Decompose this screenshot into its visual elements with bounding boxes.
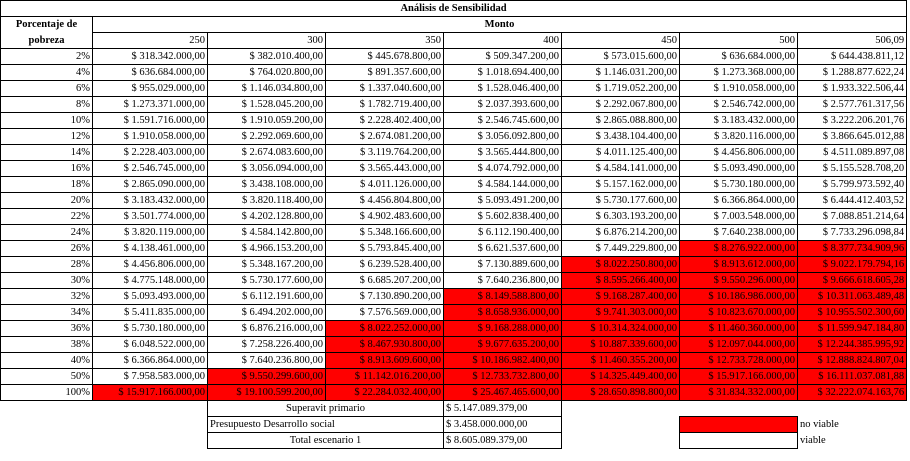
value-cell-viable: $ 3.056.092.800,00: [444, 129, 562, 145]
poverty-percentage-cell: 50%: [1, 369, 93, 385]
table-row: [1, 257, 907, 273]
table-row: [1, 209, 907, 225]
value-cell-viable: $ 1.337.040.600,00: [326, 81, 444, 97]
value-cell-viable: $ 573.015.600,00: [562, 49, 680, 65]
poverty-percentage-cell: 22%: [1, 209, 93, 225]
value-cell-viable: $ 644.438.811,12: [798, 49, 907, 65]
legend-no-viable-label: no viable: [800, 419, 839, 430]
value-cell-viable: $ 3.438.108.000,00: [208, 177, 326, 193]
value-cell-viable: $ 4.074.792.000,00: [444, 161, 562, 177]
summary-row: [1, 401, 907, 417]
spacer: [1, 401, 93, 417]
spacer: [93, 417, 208, 433]
value-cell-viable: $ 2.037.393.600,00: [444, 97, 562, 113]
value-cell-no-viable: $ 8.149.588.800,00: [444, 289, 562, 305]
value-cell-no-viable: $ 10.186.986.000,00: [680, 289, 798, 305]
value-cell-viable: $ 4.138.461.000,00: [93, 241, 208, 257]
value-cell-viable: $ 5.093.490.000,00: [680, 161, 798, 177]
value-cell-viable: $ 636.684.000,00: [680, 49, 798, 65]
value-cell-viable: $ 1.910.059.200,00: [208, 113, 326, 129]
legend-viable-label: viable: [800, 435, 826, 446]
poverty-percentage-cell: 40%: [1, 353, 93, 369]
value-cell-no-viable: $ 25.467.465.600,00: [444, 385, 562, 401]
value-cell-viable: $ 5.793.845.400,00: [326, 241, 444, 257]
value-cell-viable: $ 5.155.528.708,20: [798, 161, 907, 177]
poverty-percentage-cell: 14%: [1, 145, 93, 161]
table-row: [1, 337, 907, 353]
value-cell-viable: $ 6.048.522.000,00: [93, 337, 208, 353]
table-row: [1, 177, 907, 193]
value-cell-viable: $ 7.449.229.800,00: [562, 241, 680, 257]
spacer: [680, 401, 798, 417]
row-label-line1: Porcentaje de: [1, 17, 93, 33]
poverty-percentage-cell: 12%: [1, 129, 93, 145]
table-row: [1, 145, 907, 161]
table-row: [1, 385, 907, 401]
spacer: [93, 433, 208, 449]
value-cell-no-viable: $ 9.550.296.000,00: [680, 273, 798, 289]
value-cell-viable: $ 3.820.116.000,00: [680, 129, 798, 145]
monto-header-cell: 350: [326, 33, 444, 49]
value-cell-viable: $ 4.966.153.200,00: [208, 241, 326, 257]
value-cell-viable: $ 6.876.214.200,00: [562, 225, 680, 241]
monto-header-cell: 506,09: [798, 33, 907, 49]
value-cell-no-viable: $ 10.887.339.600,00: [562, 337, 680, 353]
table-title: Análisis de Sensibilidad: [1, 1, 907, 17]
value-cell-no-viable: $ 8.022.252.000,00: [326, 321, 444, 337]
value-cell-viable: $ 509.347.200,00: [444, 49, 562, 65]
spacer: [93, 401, 208, 417]
value-cell-viable: $ 4.456.806.000,00: [680, 145, 798, 161]
value-cell-viable: $ 1.273.371.000,00: [93, 97, 208, 113]
value-cell-no-viable: $ 16.111.037.081,88: [798, 369, 907, 385]
value-cell-viable: $ 1.018.694.400,00: [444, 65, 562, 81]
value-cell-no-viable: $ 10.314.324.000,00: [562, 321, 680, 337]
value-cell-viable: $ 2.292.067.800,00: [562, 97, 680, 113]
value-cell-viable: $ 5.348.167.200,00: [208, 257, 326, 273]
table-row: [1, 321, 907, 337]
value-cell-viable: $ 6.366.864.000,00: [93, 353, 208, 369]
value-cell-no-viable: $ 14.325.449.400,00: [562, 369, 680, 385]
value-cell-viable: $ 3.183.432.000,00: [680, 113, 798, 129]
value-cell-viable: $ 4.775.148.000,00: [93, 273, 208, 289]
row-label-line2: pobreza: [1, 33, 93, 49]
monto-header-cell: 500: [680, 33, 798, 49]
value-cell-no-viable: $ 12.097.044.000,00: [680, 337, 798, 353]
poverty-percentage-cell: 38%: [1, 337, 93, 353]
value-cell-viable: $ 7.733.296.098,84: [798, 225, 907, 241]
table-row: [1, 193, 907, 209]
value-cell-viable: $ 955.029.000,00: [93, 81, 208, 97]
value-cell-viable: $ 6.239.528.400,00: [326, 257, 444, 273]
spacer: [798, 401, 907, 417]
value-cell-viable: $ 7.130.889.600,00: [444, 257, 562, 273]
value-cell-viable: $ 318.342.000,00: [93, 49, 208, 65]
value-cell-viable: $ 3.820.118.400,00: [208, 193, 326, 209]
value-cell-viable: $ 382.010.400,00: [208, 49, 326, 65]
value-cell-no-viable: $ 9.741.303.000,00: [562, 305, 680, 321]
value-cell-viable: $ 4.511.089.897,08: [798, 145, 907, 161]
value-cell-viable: $ 445.678.800,00: [326, 49, 444, 65]
value-cell-viable: $ 7.576.569.000,00: [326, 305, 444, 321]
table-row: [1, 81, 907, 97]
value-cell-viable: $ 1.146.034.800,00: [208, 81, 326, 97]
value-cell-viable: $ 636.684.000,00: [93, 65, 208, 81]
value-cell-viable: $ 2.577.761.317,56: [798, 97, 907, 113]
value-cell-viable: $ 4.584.142.800,00: [208, 225, 326, 241]
poverty-percentage-cell: 4%: [1, 65, 93, 81]
table-row: [1, 289, 907, 305]
value-cell-viable: $ 3.119.764.200,00: [326, 145, 444, 161]
value-cell-viable: $ 1.782.719.400,00: [326, 97, 444, 113]
value-cell-viable: $ 1.910.058.000,00: [680, 81, 798, 97]
value-cell-no-viable: $ 12.733.732.800,00: [444, 369, 562, 385]
value-cell-viable: $ 5.093.491.200,00: [444, 193, 562, 209]
poverty-percentage-cell: 36%: [1, 321, 93, 337]
value-cell-viable: $ 2.546.745.000,00: [93, 161, 208, 177]
table-row: [1, 113, 907, 129]
value-cell-no-viable: $ 12.244.385.995,92: [798, 337, 907, 353]
table-row: [1, 161, 907, 177]
value-cell-viable: $ 3.222.206.201,76: [798, 113, 907, 129]
spacer: [562, 433, 680, 449]
value-cell-no-viable: $ 9.022.179.794,16: [798, 257, 907, 273]
value-cell-viable: $ 3.820.119.000,00: [93, 225, 208, 241]
value-cell-no-viable: $ 9.666.618.605,28: [798, 273, 907, 289]
value-cell-no-viable: $ 19.100.599.200,00: [208, 385, 326, 401]
value-cell-viable: $ 3.565.443.000,00: [326, 161, 444, 177]
value-cell-no-viable: $ 10.186.982.400,00: [444, 353, 562, 369]
value-cell-viable: $ 7.088.851.214,64: [798, 209, 907, 225]
value-cell-viable: $ 5.799.973.592,40: [798, 177, 907, 193]
value-cell-no-viable: $ 11.460.355.200,00: [562, 353, 680, 369]
value-cell-viable: $ 5.093.493.000,00: [93, 289, 208, 305]
superavit-value: $ 5.147.089.379,00: [444, 401, 562, 417]
value-cell-no-viable: $ 9.677.635.200,00: [444, 337, 562, 353]
value-cell-no-viable: $ 9.168.287.400,00: [562, 289, 680, 305]
table-row: [1, 369, 907, 385]
value-cell-viable: $ 6.876.216.000,00: [208, 321, 326, 337]
monto-header-cell: 400: [444, 33, 562, 49]
spacer: [1, 417, 93, 433]
value-cell-viable: $ 5.730.180.000,00: [680, 177, 798, 193]
value-cell-no-viable: $ 15.917.166.000,00: [680, 369, 798, 385]
value-cell-viable: $ 2.546.745.600,00: [444, 113, 562, 129]
value-cell-viable: $ 1.288.877.622,24: [798, 65, 907, 81]
table-row: [1, 225, 907, 241]
poverty-percentage-cell: 16%: [1, 161, 93, 177]
value-cell-viable: $ 2.674.083.600,00: [208, 145, 326, 161]
value-cell-no-viable: $ 22.284.032.400,00: [326, 385, 444, 401]
poverty-percentage-cell: 32%: [1, 289, 93, 305]
value-cell-no-viable: $ 32.222.074.163,76: [798, 385, 907, 401]
value-cell-viable: $ 6.112.191.600,00: [208, 289, 326, 305]
value-cell-viable: $ 7.640.236.800,00: [208, 353, 326, 369]
poverty-percentage-cell: 10%: [1, 113, 93, 129]
value-cell-viable: $ 7.258.226.400,00: [208, 337, 326, 353]
value-cell-viable: $ 891.357.600,00: [326, 65, 444, 81]
value-cell-viable: $ 6.444.412.403,52: [798, 193, 907, 209]
value-cell-viable: $ 5.730.180.000,00: [93, 321, 208, 337]
value-cell-no-viable: $ 9.550.299.600,00: [208, 369, 326, 385]
value-cell-viable: $ 4.584.144.000,00: [444, 177, 562, 193]
value-cell-viable: $ 2.228.403.000,00: [93, 145, 208, 161]
value-cell-viable: $ 4.202.128.800,00: [208, 209, 326, 225]
total-label: Total escenario 1: [208, 433, 444, 449]
value-cell-no-viable: $ 8.022.250.800,00: [562, 257, 680, 273]
table-row: [1, 65, 907, 81]
value-cell-viable: $ 6.685.207.200,00: [326, 273, 444, 289]
value-cell-viable: $ 5.730.177.600,00: [208, 273, 326, 289]
value-cell-no-viable: $ 31.834.332.000,00: [680, 385, 798, 401]
value-cell-viable: $ 1.933.322.506,44: [798, 81, 907, 97]
value-cell-viable: $ 3.438.104.400,00: [562, 129, 680, 145]
table-row: [1, 273, 907, 289]
table-row: [1, 97, 907, 113]
value-cell-viable: $ 1.910.058.000,00: [93, 129, 208, 145]
value-cell-viable: $ 2.546.742.000,00: [680, 97, 798, 113]
value-cell-viable: $ 7.003.548.000,00: [680, 209, 798, 225]
value-cell-no-viable: $ 8.467.930.800,00: [326, 337, 444, 353]
value-cell-no-viable: $ 8.595.266.400,00: [562, 273, 680, 289]
value-cell-viable: $ 6.303.193.200,00: [562, 209, 680, 225]
value-cell-viable: $ 2.865.088.800,00: [562, 113, 680, 129]
monto-header-cell: 250: [93, 33, 208, 49]
value-cell-no-viable: $ 10.823.670.000,00: [680, 305, 798, 321]
value-cell-viable: $ 3.183.432.000,00: [93, 193, 208, 209]
table-row: [1, 353, 907, 369]
value-cell-viable: $ 5.411.835.000,00: [93, 305, 208, 321]
value-cell-no-viable: $ 8.377.734.909,96: [798, 241, 907, 257]
legend-no-viable-swatch: [680, 417, 798, 433]
value-cell-viable: $ 1.591.716.000,00: [93, 113, 208, 129]
value-cell-viable: $ 4.011.125.400,00: [562, 145, 680, 161]
monto-header-cell: 300: [208, 33, 326, 49]
value-cell-viable: $ 5.730.177.600,00: [562, 193, 680, 209]
value-cell-no-viable: $ 9.168.288.000,00: [444, 321, 562, 337]
value-cell-viable: $ 764.020.800,00: [208, 65, 326, 81]
poverty-percentage-cell: 30%: [1, 273, 93, 289]
summary-row: [1, 417, 907, 433]
value-cell-viable: $ 7.958.583.000,00: [93, 369, 208, 385]
value-cell-viable: $ 4.456.804.800,00: [326, 193, 444, 209]
value-cell-viable: $ 3.866.645.012,88: [798, 129, 907, 145]
value-cell-viable: $ 4.902.483.600,00: [326, 209, 444, 225]
value-cell-viable: $ 4.011.126.000,00: [326, 177, 444, 193]
value-cell-no-viable: $ 8.658.936.000,00: [444, 305, 562, 321]
poverty-percentage-cell: 8%: [1, 97, 93, 113]
value-cell-viable: $ 7.130.890.200,00: [326, 289, 444, 305]
poverty-percentage-cell: 100%: [1, 385, 93, 401]
poverty-percentage-cell: 2%: [1, 49, 93, 65]
monto-header-cell: 450: [562, 33, 680, 49]
table-row: [1, 129, 907, 145]
poverty-percentage-cell: 34%: [1, 305, 93, 321]
value-cell-viable: $ 6.366.864.000,00: [680, 193, 798, 209]
value-cell-viable: $ 3.056.094.000,00: [208, 161, 326, 177]
value-cell-no-viable: $ 11.460.360.000,00: [680, 321, 798, 337]
value-cell-no-viable: $ 12.888.824.807,04: [798, 353, 907, 369]
value-cell-viable: $ 1.273.368.000,00: [680, 65, 798, 81]
table-row: [1, 241, 907, 257]
value-cell-no-viable: $ 10.955.502.300,60: [798, 305, 907, 321]
value-cell-viable: $ 2.292.069.600,00: [208, 129, 326, 145]
value-cell-viable: $ 2.674.081.200,00: [326, 129, 444, 145]
value-cell-viable: $ 6.494.202.000,00: [208, 305, 326, 321]
value-cell-viable: $ 1.528.046.400,00: [444, 81, 562, 97]
presupuesto-label: Presupuesto Desarrollo social: [208, 417, 444, 433]
spacer: [1, 433, 93, 449]
value-cell-no-viable: $ 10.311.063.489,48: [798, 289, 907, 305]
table-row: [1, 305, 907, 321]
value-cell-viable: $ 6.112.190.400,00: [444, 225, 562, 241]
value-cell-no-viable: $ 11.142.016.200,00: [326, 369, 444, 385]
table-row: [1, 49, 907, 65]
value-cell-viable: $ 7.640.236.800,00: [444, 273, 562, 289]
value-cell-viable: $ 3.565.444.800,00: [444, 145, 562, 161]
total-value: $ 8.605.089.379,00: [444, 433, 562, 449]
superavit-label: Superavit primario: [208, 401, 444, 417]
poverty-percentage-cell: 24%: [1, 225, 93, 241]
value-cell-viable: $ 1.146.031.200,00: [562, 65, 680, 81]
monto-header: Monto: [93, 17, 907, 33]
value-cell-viable: $ 5.348.166.600,00: [326, 225, 444, 241]
value-cell-viable: $ 7.640.238.000,00: [680, 225, 798, 241]
summary-row: [1, 433, 907, 449]
legend-viable-swatch: [680, 433, 798, 449]
value-cell-viable: $ 1.719.052.200,00: [562, 81, 680, 97]
poverty-percentage-cell: 18%: [1, 177, 93, 193]
value-cell-viable: $ 2.865.090.000,00: [93, 177, 208, 193]
poverty-percentage-cell: 20%: [1, 193, 93, 209]
presupuesto-value: $ 3.458.000.000,00: [444, 417, 562, 433]
value-cell-viable: $ 4.584.141.000,00: [562, 161, 680, 177]
spacer: [562, 401, 680, 417]
value-cell-viable: $ 6.621.537.600,00: [444, 241, 562, 257]
poverty-percentage-cell: 26%: [1, 241, 93, 257]
value-cell-viable: $ 5.157.162.000,00: [562, 177, 680, 193]
value-cell-viable: $ 1.528.045.200,00: [208, 97, 326, 113]
value-cell-viable: $ 2.228.402.400,00: [326, 113, 444, 129]
value-cell-viable: $ 3.501.774.000,00: [93, 209, 208, 225]
value-cell-no-viable: $ 11.599.947.184,80: [798, 321, 907, 337]
value-cell-no-viable: $ 8.276.922.000,00: [680, 241, 798, 257]
poverty-percentage-cell: 6%: [1, 81, 93, 97]
value-cell-no-viable: $ 28.650.898.800,00: [562, 385, 680, 401]
value-cell-no-viable: $ 8.913.609.600,00: [326, 353, 444, 369]
value-cell-no-viable: $ 8.913.612.000,00: [680, 257, 798, 273]
poverty-percentage-cell: 28%: [1, 257, 93, 273]
value-cell-viable: $ 4.456.806.000,00: [93, 257, 208, 273]
value-cell-viable: $ 5.602.838.400,00: [444, 209, 562, 225]
value-cell-no-viable: $ 12.733.728.000,00: [680, 353, 798, 369]
value-cell-no-viable: $ 15.917.166.000,00: [93, 385, 208, 401]
spacer: [562, 417, 680, 433]
